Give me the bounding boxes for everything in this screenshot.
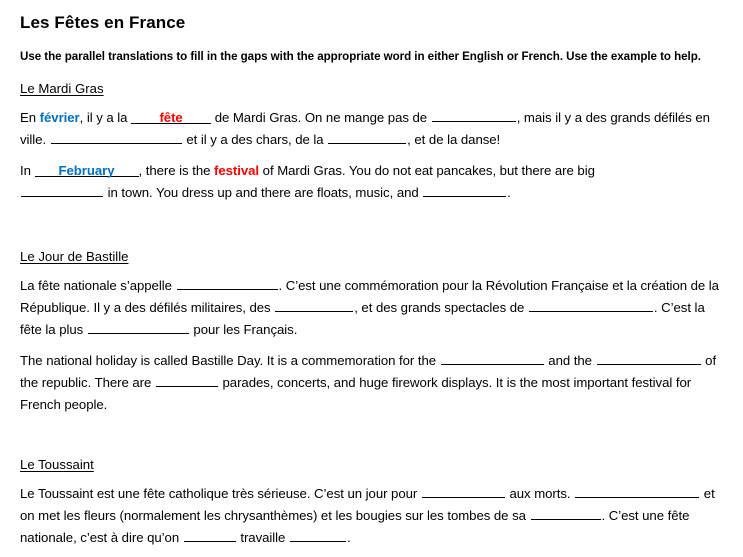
text-fragment: of Mardi Gras. You do not eat pancakes, but there are big: [259, 163, 595, 178]
text-fragment: in town. You dress up and there are floats, music, and: [104, 185, 423, 200]
example-word-festival: festival: [214, 163, 260, 178]
answer-blank[interactable]: [184, 527, 236, 542]
text-fragment: , il y a la: [79, 110, 132, 125]
answer-blank[interactable]: [328, 129, 406, 144]
section-toussaint: [20, 440, 725, 549]
answer-blank[interactable]: [423, 182, 506, 197]
text-fragment: pour les Français.: [189, 322, 298, 337]
text-fragment: En: [20, 110, 40, 125]
answer-blank[interactable]: [88, 319, 189, 334]
text-fragment: , there is the: [138, 163, 214, 178]
answer-blank[interactable]: [156, 372, 218, 387]
text-fragment: of the republic. There are: [20, 353, 717, 390]
text-fragment: La fête nationale s’appelle: [20, 278, 176, 293]
text-fragment: In: [20, 163, 35, 178]
answer-blank[interactable]: [531, 505, 601, 520]
answer-blank[interactable]: [432, 107, 516, 122]
text-fragment: travaille: [236, 530, 289, 545]
section-heading-mardi-gras: Le Mardi Gras: [20, 81, 104, 96]
text-fragment: aux morts.: [505, 486, 575, 501]
text-fragment: . C’est la fête la plus: [20, 300, 705, 337]
text-fragment: , et des grands spectacles de: [354, 300, 528, 315]
paragraph-bastille-french: [20, 275, 725, 341]
paragraph-mardi-gras-french: [20, 107, 720, 151]
text-fragment: The national holiday is called Bastille Day. It is a commemoration for the: [20, 353, 440, 368]
answer-blank[interactable]: [275, 297, 353, 312]
section-mardi-gras: [20, 64, 725, 204]
text-fragment: parades, concerts, and huge firework displays. It is the most important festival for French people.: [20, 375, 692, 412]
text-fragment: de Mardi Gras. On ne mange pas de: [211, 110, 431, 125]
paragraph-bastille-english: [20, 350, 722, 416]
paragraph-mardi-gras-english: [20, 160, 680, 204]
paragraph-toussaint-french: [20, 483, 730, 549]
answer-blank[interactable]: [575, 483, 699, 498]
text-fragment: . C’est une commémoration pour la Révolution Française et la création de la République. Il y a des défilés militaires, des: [20, 278, 719, 315]
text-fragment: et on met les fleurs (normalement les chrysanthèmes) et les bougies sur les tombes de sa: [20, 486, 715, 523]
example-word-february: February: [35, 160, 139, 177]
answer-blank[interactable]: [441, 350, 544, 365]
instruction-text: Use the parallel translations to fill in the gaps with the appropriate word in either English or French. Use the example to help.: [20, 50, 701, 63]
text-fragment: .: [346, 530, 351, 545]
text-fragment: . C’est une fête nationale, c’est à dire qu’on: [20, 508, 690, 545]
answer-blank[interactable]: [597, 350, 701, 365]
answer-blank[interactable]: [177, 275, 278, 290]
text-fragment: et il y a des chars, de la: [182, 132, 328, 147]
section-bastille: [20, 232, 725, 416]
example-word-fevrier: février: [39, 110, 80, 125]
answer-blank[interactable]: [290, 527, 346, 542]
text-fragment: , et de la danse!: [407, 132, 501, 147]
answer-blank[interactable]: [51, 129, 182, 144]
text-fragment: and the: [544, 353, 596, 368]
answer-blank[interactable]: [21, 182, 103, 197]
text-fragment: .: [507, 185, 511, 200]
text-fragment: , mais il y a des grands défilés en ville.: [20, 110, 710, 147]
answer-blank[interactable]: [422, 483, 505, 498]
text-fragment: Le Toussaint est une fête catholique très sérieuse. C’est un jour pour: [20, 486, 421, 501]
answer-blank[interactable]: [529, 297, 653, 312]
section-heading-bastille: Le Jour de Bastille: [20, 249, 129, 264]
page-title: Les Fêtes en France: [20, 13, 186, 32]
section-heading-toussaint: Le Toussaint: [20, 457, 94, 472]
example-word-fete: fête: [131, 107, 211, 124]
